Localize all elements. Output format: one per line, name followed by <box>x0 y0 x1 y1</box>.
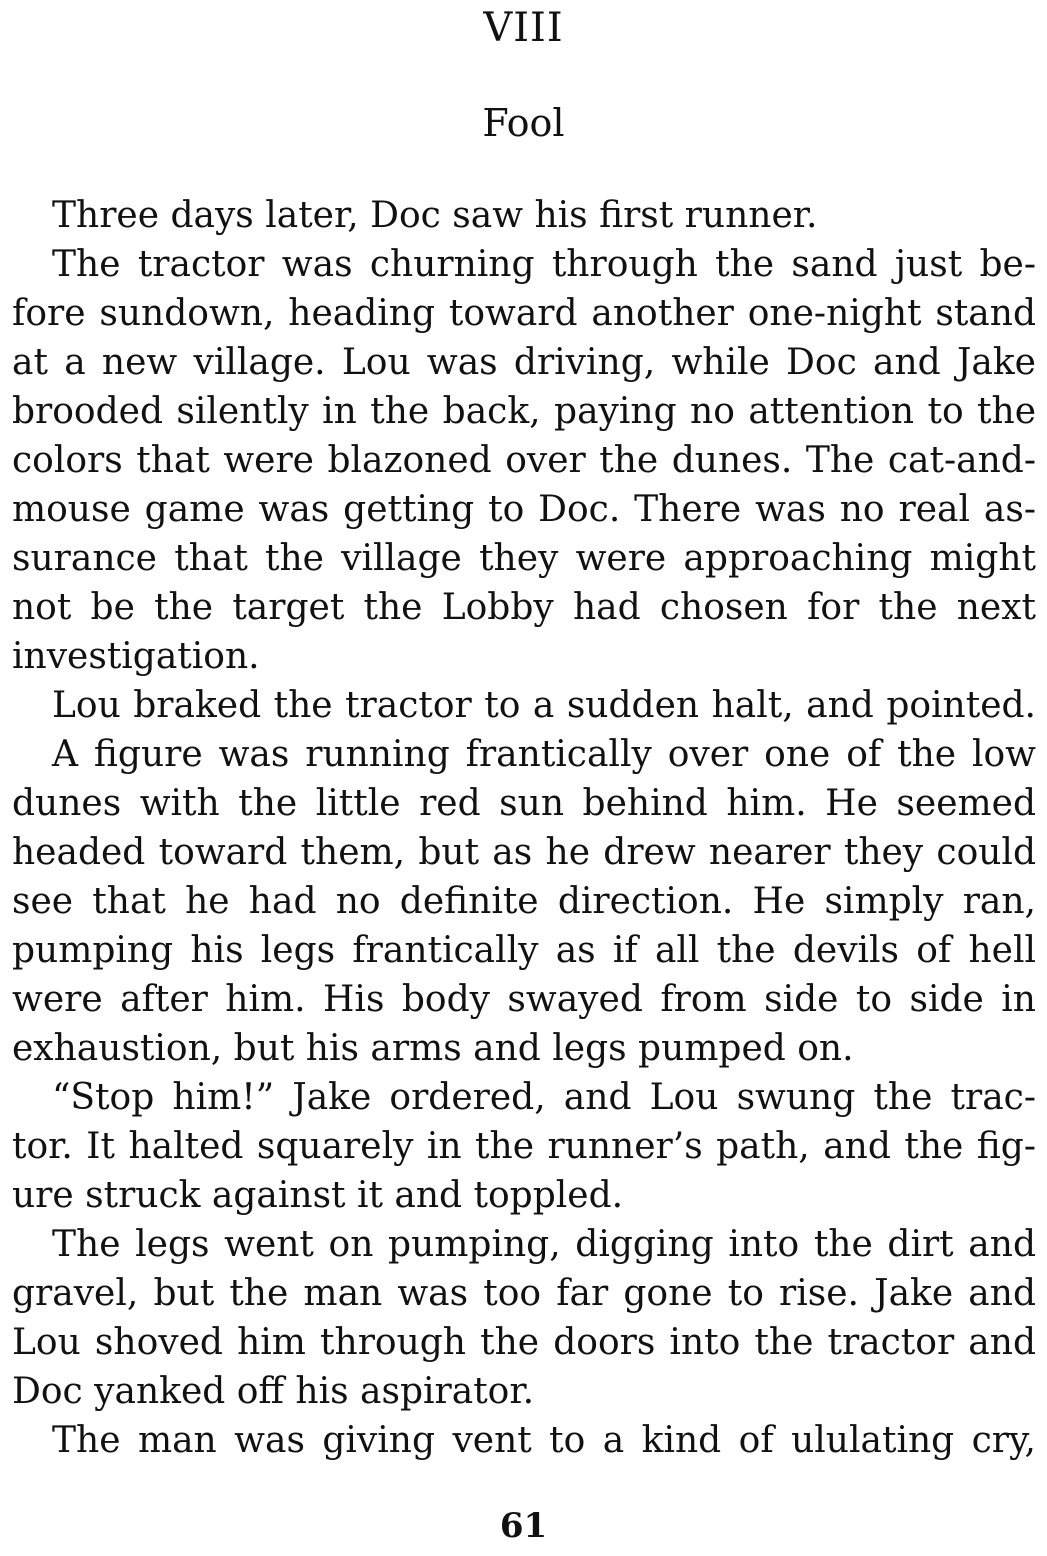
text-line: dunes with the little red sun behind him. He seemed <box>12 783 1036 824</box>
text-line: The legs went on pumping, digging into the dirt and <box>52 1224 1036 1265</box>
text-line: tor. It halted squarely in the runner’s path, and the fig- <box>12 1126 1036 1167</box>
text-line: exhaustion, but his arms and legs pumped on. <box>12 1028 854 1069</box>
text-line: colors that were blazoned over the dunes. The cat-and- <box>12 440 1036 481</box>
paragraph <box>12 191 1036 240</box>
text-line: “Stop him!” Jake ordered, and Lou swung the trac- <box>52 1077 1036 1118</box>
text-line: fore sundown, heading toward another one-night stand <box>12 293 1036 334</box>
text-line: not be the target the Lobby had chosen for the next <box>12 587 1036 628</box>
text-line: The man was giving vent to a kind of ululating cry, <box>52 1420 1036 1461</box>
text-line: mouse game was getting to Doc. There was no real as- <box>12 489 1036 530</box>
text-line: headed toward them, but as he drew nearer they could <box>12 832 1036 873</box>
text-line: Lou braked the tractor to a sudden halt, and pointed. <box>52 685 1036 726</box>
text-line: Lou shoved him through the doors into the tractor and <box>12 1322 1036 1363</box>
paragraph <box>12 681 1036 730</box>
text-line: investigation. <box>12 636 260 677</box>
paragraph <box>12 240 1036 681</box>
chapter-number: VIII <box>483 5 564 51</box>
chapter-title: Fool <box>482 101 565 145</box>
paragraph <box>12 1220 1036 1416</box>
text-line: ure struck against it and toppled. <box>12 1175 624 1216</box>
text-line: were after him. His body swayed from side to side in <box>12 979 1036 1020</box>
text-line: pumping his legs frantically as if all the devils of hell <box>12 930 1036 971</box>
paragraph <box>12 730 1036 1073</box>
text-line: Doc yanked off his aspirator. <box>12 1371 535 1412</box>
text-line: A figure was running frantically over one of the low <box>52 734 1036 775</box>
text-line: Three days later, Doc saw his first runner. <box>52 195 818 236</box>
body-text <box>12 191 1036 1465</box>
page-number: 61 <box>499 1506 548 1546</box>
text-line: surance that the village they were approaching might <box>12 538 1036 579</box>
text-line: The tractor was churning through the sand just be- <box>52 244 1036 285</box>
text-line: brooded silently in the back, paying no attention to the <box>12 391 1036 432</box>
paragraph <box>12 1416 1036 1465</box>
paragraph <box>12 1073 1036 1220</box>
text-line: see that he had no definite direction. He simply ran, <box>12 881 1036 922</box>
text-line: gravel, but the man was too far gone to rise. Jake and <box>12 1273 1036 1314</box>
text-line: at a new village. Lou was driving, while Doc and Jake <box>12 342 1036 383</box>
